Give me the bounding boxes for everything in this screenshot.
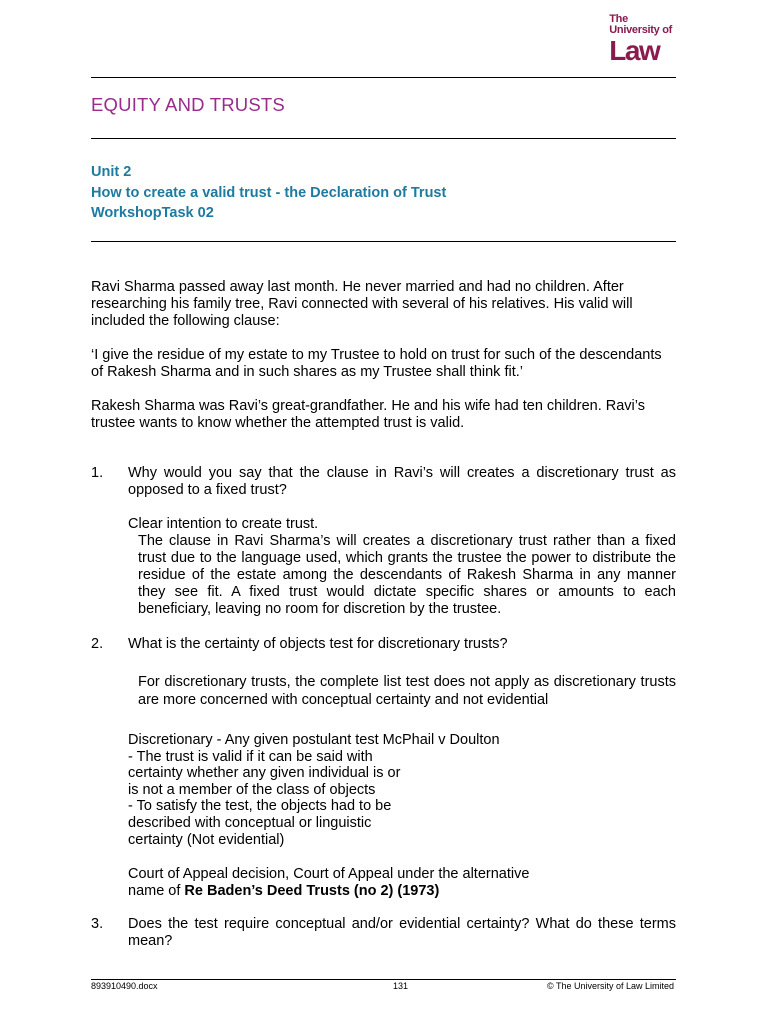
university-logo — [609, 14, 672, 65]
answer-2-note-line: described with conceptual or linguistic — [128, 814, 372, 831]
footer-page-number: 131 — [393, 981, 409, 991]
answer-2-note-line: certainty (Not evidential) — [128, 831, 285, 848]
title-rule — [91, 138, 676, 139]
unit-label: Unit 2 — [91, 164, 132, 180]
court-line-2 — [128, 883, 529, 900]
unit-heading-block — [91, 162, 446, 224]
answer-2-paragraph: For discretionary trusts, the complete list test does not apply as discretionary trusts are more concerned with conceptual certainty and not evidential — [138, 674, 676, 708]
task-label: WorkshopTask 02 — [91, 205, 214, 221]
intro-paragraph-3: Rakesh Sharma was Ravi’s great-grandfather. He and his wife had ten children. Ravi’s trustee wants to know whether the attempted trust is valid. — [91, 398, 645, 431]
question-3-number: 3. — [91, 916, 104, 932]
top-rule — [91, 77, 676, 78]
logo-line-university: University of — [609, 24, 672, 36]
footer-doc-name: 893910490.docx — [91, 981, 158, 991]
answer-2-notes — [128, 732, 500, 848]
answer-2-note-line: - The trust is valid if it can be said with — [128, 748, 373, 765]
court-prefix: name of — [128, 883, 185, 899]
heading-rule — [91, 241, 676, 242]
logo-line-the: The — [609, 13, 628, 25]
answer-2-court — [128, 866, 529, 900]
court-line-1: Court of Appeal decision, Court of Appeal under the alternative — [128, 866, 530, 882]
logo-line-law: Law — [609, 35, 660, 66]
intro-paragraph-2: ‘I give the residue of my estate to my Trustee to hold on trust for such of the descendants of Rakesh Sharma and in such shares as my Trustee shall think fit.’ — [91, 347, 662, 380]
answer-1-paragraph: The clause in Ravi Sharma’s will creates a discretionary trust rather than a fixed trust due to the language used, which grants the trustee the power to distribute the residue of the estate among the descendants of Rakesh Sharma in any manner they see fit. A fixed trust would dictate specific shares or amounts to each beneficiary, leaving no room for discretion by the trustee. — [138, 533, 676, 617]
question-2-number: 2. — [91, 636, 104, 652]
question-1-number: 1. — [91, 465, 104, 481]
answer-2-note-line: - To satisfy the test, the objects had to be — [128, 798, 392, 815]
page-title: EQUITY AND TRUSTS — [91, 94, 285, 115]
answer-2-note-line: Discretionary - Any given postulant test McPhail v Doulton — [128, 732, 500, 748]
answer-2-note-line: is not a member of the class of objects — [128, 781, 376, 798]
unit-subtitle: How to create a valid trust - the Declaration of Trust — [91, 184, 447, 201]
question-2-text: What is the certainty of objects test for discretionary trusts? — [128, 636, 508, 652]
question-1-text: Why would you say that the clause in Ravi’s will creates a discretionary trust as opposed to a fixed trust? — [128, 465, 676, 498]
footer-copyright: © The University of Law Limited — [546, 981, 674, 991]
intro-paragraph-1: Ravi Sharma passed away last month. He never married and had no children. After researching his family tree, Ravi connected with several of his relatives. His valid will included the following clause: — [91, 279, 633, 329]
case-citation: Re Baden’s Deed Trusts (no 2) (1973) — [184, 883, 440, 899]
question-3-text: Does the test require conceptual and/or evidential certainty? What do these terms mean? — [128, 916, 676, 949]
answer-2-note-line: certainty whether any given individual is or — [128, 765, 401, 782]
answer-1-intro: Clear intention to create trust. — [128, 516, 319, 532]
footer-rule — [91, 979, 676, 980]
